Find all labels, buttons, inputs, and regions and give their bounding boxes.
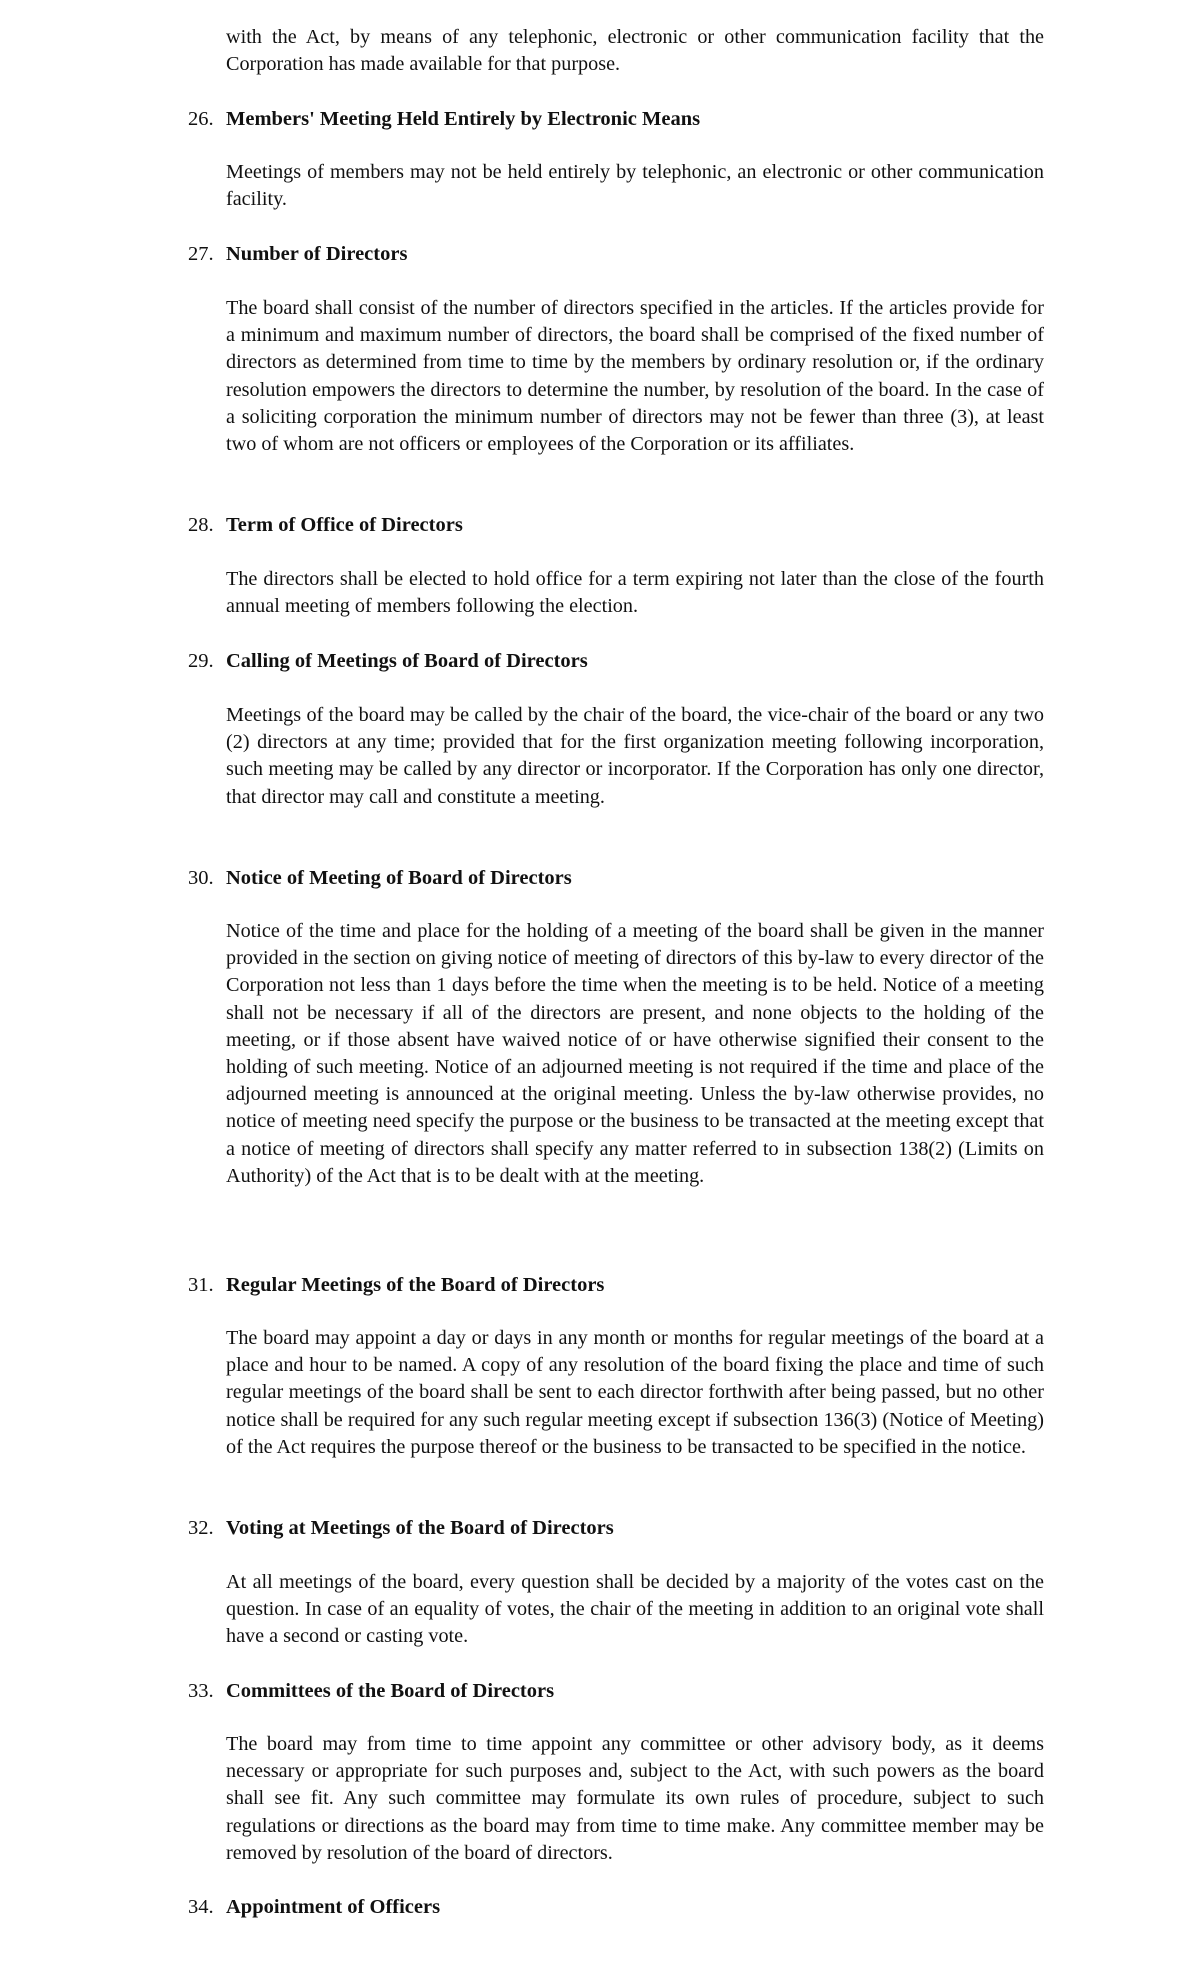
section-body-29: Meetings of the board may be called by the chair of the board, the vice-chair of the board or any two (2) directors at any time; provided that for the first organization meeting following incorporation, such meeting may be called by any director or incorporator. If the Corporation has only one director, that director may call and constitute a meeting. (226, 704, 1044, 808)
section-title: Committees of the Board of Directors (226, 1680, 555, 1702)
section-heading-33 (188, 1678, 1048, 1705)
section-number: 27. (188, 243, 214, 265)
section-title: Number of Directors (226, 243, 408, 265)
section-heading-31 (188, 1272, 1048, 1299)
section-title: Term of Office of Directors (226, 514, 463, 536)
section-number: 30. (188, 867, 214, 889)
section-number: 26. (188, 108, 214, 130)
section-heading-32 (188, 1515, 1048, 1542)
section-body-33: The board may from time to time appoint any committee or other advisory body, as it deems necessary or appropriate for such purposes and, subject to the Act, with such powers as the board shall see fit. Any such committee may formulate its own rules of procedure, subject to such regulations or directions as the board may from time to time make. Any committee member may be removed by resolution of the board of directors. (226, 1733, 1044, 1864)
section-title: Regular Meetings of the Board of Directors (226, 1274, 605, 1296)
section-number: 31. (188, 1274, 214, 1296)
section-number: 29. (188, 650, 214, 672)
section-body-30: Notice of the time and place for the holding of a meeting of the board shall be given in the manner provided in the section on giving notice of meeting of directors of this by-law to every director of the Corporation not less than 1 days before the time when the meeting is to be held. Notice of a meeting shall not be necessary if all of the directors are present, and none objects to the holding of the meeting, or if those absent have waived notice of or have otherwise signified their consent to the holding of such meeting. Notice of an adjourned meeting is not required if the time and place of the adjourned meeting is announced at the original meeting. Unless the by-law otherwise provides, no notice of meeting need specify the purpose or the business to be transacted at the meeting except that a notice of meeting of directors shall specify any matter referred to in subsection 138(2) (Limits on Authority) of the Act that is to be dealt with at the meeting. (226, 920, 1044, 1187)
section-body-32: At all meetings of the board, every question shall be decided by a majority of the votes cast on the question. In case of an equality of votes, the chair of the meeting in addition to an original vote shall have a second or casting vote. (226, 1571, 1044, 1648)
section-number: 32. (188, 1517, 214, 1539)
section-body-26: Meetings of members may not be held entirely by telephonic, an electronic or other communication facility. (226, 161, 1044, 211)
section-heading-29 (188, 648, 1048, 675)
section-number: 33. (188, 1680, 214, 1702)
section-number: 28. (188, 514, 214, 536)
section-number: 34. (188, 1896, 214, 1918)
section-title: Voting at Meetings of the Board of Directors (226, 1517, 614, 1539)
section-heading-27 (188, 241, 1048, 268)
section-title: Calling of Meetings of Board of Directors (226, 650, 588, 672)
section-heading-28 (188, 512, 1048, 539)
section-heading-26 (188, 106, 1048, 133)
section-body-28: The directors shall be elected to hold office for a term expiring not later than the close of the fourth annual meeting of members following the election. (226, 568, 1044, 618)
section-title: Notice of Meeting of Board of Directors (226, 867, 572, 889)
section-body-31: The board may appoint a day or days in any month or months for regular meetings of the board at a place and hour to be named. A copy of any resolution of the board fixing the place and time of such regular meetings of the board shall be sent to each director forthwith after being passed, but no other notice shall be required for any such regular meeting except if subsection 136(3) (Notice of Meeting) of the Act requires the purpose thereof or the business to be transacted to be specified in the notice. (226, 1327, 1044, 1458)
section-heading-34 (188, 1894, 1048, 1921)
section-heading-30 (188, 865, 1048, 892)
section-title: Appointment of Officers (226, 1896, 441, 1918)
section-body-27: The board shall consist of the number of directors specified in the articles. If the articles provide for a minimum and maximum number of directors, the board shall be comprised of the fixed number of directors as determined from time to time by the members by ordinary resolution or, if the ordinary resolution empowers the directors to determine the number, by resolution of the board. In the case of a soliciting corporation the minimum number of directors may not be fewer than three (3), at least two of whom are not officers or employees of the Corporation or its affiliates. (226, 297, 1044, 456)
intro-paragraph: with the Act, by means of any telephonic, electronic or other communication facility that the Corporation has made available for that purpose. (226, 26, 1044, 76)
section-title: Members' Meeting Held Entirely by Electronic Means (226, 108, 701, 130)
